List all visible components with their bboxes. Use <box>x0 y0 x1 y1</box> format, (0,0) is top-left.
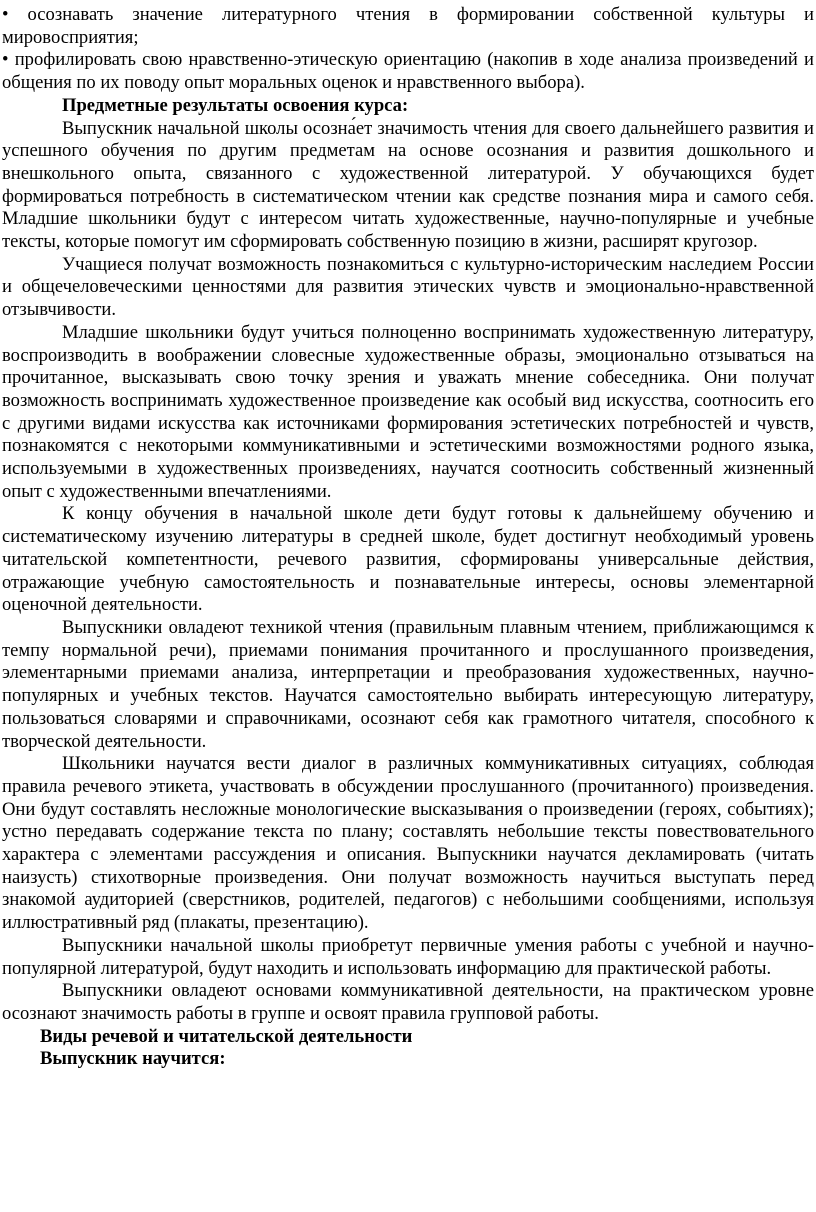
paragraph: Выпускник начальной школы осозна́ет значимость чтения для своего дальнейшего развития и успешного обучения по другим предметам на основе осознания и развития дошкольного и внешкольного опыта, связанного с художественной литературой. У обучающихся будет формироваться потребность в систематическом чтении как средстве познания мира и самого себя. Младшие школьники будут с интересом читать художественные, научно-популярные и учебные тексты, которые помогут им сформировать собственную позицию в жизни, расширят кругозор. <box>2 117 814 253</box>
subject-results-heading: Предметные результаты освоения курса: <box>62 94 409 116</box>
paragraph: Учащиеся получат возможность познакомиться с культурно-историческим наследием России и общечеловеческими ценностями для развития этических чувств и эмоционально-нравственной отзывчивости. <box>2 253 814 321</box>
paragraph: Школьники научатся вести диалог в различных коммуникативных ситуациях, соблюдая правила речевого этикета, участвовать в обсуждении прослушанного (прочитанного) произведения. Они будут составлять несложные монологические высказывания о произведении (героях, событиях); устно передавать содержание текста по плану; составлять небольшие тексты повествовательного характера с элементами рассуждения и описания. Выпускники научатся декламировать (читать наизусть) стихотворные произведения. Они получат возможность научиться выступать перед знакомой аудиторией (сверстников, родителей, педагогов) с небольшими сообщениями, используя иллюстративный ряд (плакаты, презентацию). <box>2 753 814 934</box>
bullet-item: • осознавать значение литературного чтения в формировании собственной культуры и мировосприятия; <box>2 4 814 48</box>
paragraph: Младшие школьники будут учиться полноценно воспринимать художественную литературу, воспроизводить в воображении словесные художественные образы, эмоционально отзываться на прочитанное, высказывать свою точку зрения и уважать мнение собеседника. Они получат возможность воспринимать художественное произведение как особый вид искусства, соотносить его с другими видами искусства как источниками формирования эстетических потребностей и чувств, познакомятся с некоторыми коммуникативными и эстетическими возможностями родного языка, используемыми в художественных произведениях, научатся соотносить собственный жизненный опыт с художественными впечатлениями. <box>2 321 814 502</box>
graduate-heading: Выпускник научится: <box>40 1048 226 1070</box>
bullet-item: • профилировать свою нравственно-этическую ориентацию (накопив в ходе анализа произведений и общения по их поводу опыт моральных оценок и нравственного выбора). <box>2 49 814 94</box>
paragraph: К концу обучения в начальной школе дети будут готовы к дальнейшему обучению и систематическому изучению литературы в средней школе, будет достигнут необходимый уровень читательской компетентности, речевого развития, сформированы универсальные действия, отражающие учебную самостоятельность и познавательные интересы, основы элементарной оценочной деятельности. <box>2 503 814 616</box>
paragraph: Выпускники овладеют техникой чтения (правильным плавным чтением, приближающимся к темпу нормальной речи), приемами понимания прочитанного и прослушанного произведения, элементарными приемами анализа, интерпретации и преобразования художественных, научно-популярных и учебных текстов. Научатся самостоятельно выбирать интересующую литературу, пользоваться словарями и справочниками, осознают себя как грамотного читателя, способного к творческой деятельности. <box>2 616 814 752</box>
paragraph: Выпускники овладеют основами коммуникативной деятельности, на практическом уровне осознают значимость работы в группе и освоят правила групповой работы. <box>2 980 814 1024</box>
section-heading: Виды речевой и читательской деятельности <box>40 1025 413 1047</box>
paragraph: Выпускники начальной школы приобретут первичные умения работы с учебной и научно-популярной литературой, будут находить и использовать информацию для практической работы. <box>2 934 814 979</box>
